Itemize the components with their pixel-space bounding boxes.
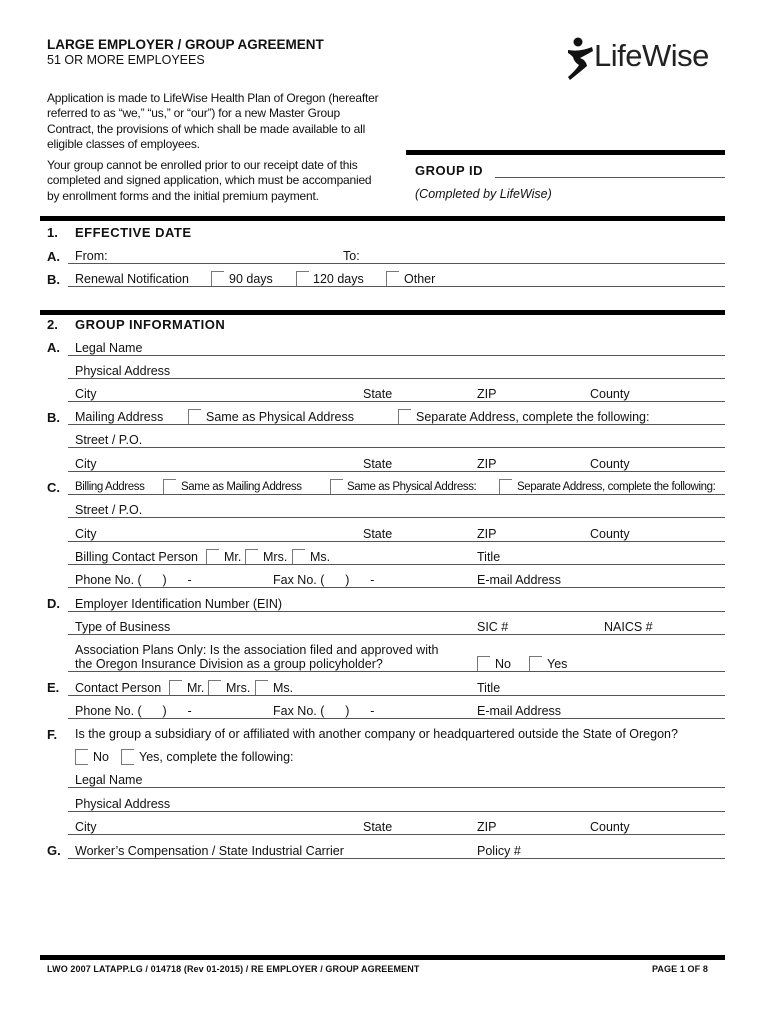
billing-separate-label: Separate Address, complete the following: xyxy=(517,481,716,493)
group-id-label: GROUP ID xyxy=(415,163,484,178)
legal-name-label: Legal Name xyxy=(75,341,143,355)
billing-street-label: Street / P.O. xyxy=(75,503,143,517)
billing-zip-label: ZIP xyxy=(477,527,497,541)
subsidiary-yes-label: Yes, complete the following: xyxy=(139,750,294,764)
billing-fax-label: Fax No. ( ) - xyxy=(273,573,375,587)
contact-title-label: Title xyxy=(477,681,501,695)
renewal-120-checkbox[interactable] xyxy=(296,271,309,287)
section1-bar xyxy=(40,216,725,221)
billing-address-label: Billing Address xyxy=(75,481,145,493)
subsidiary-yes-checkbox[interactable] xyxy=(121,749,134,765)
section2-d-letter: D. xyxy=(47,596,60,611)
section1-number: 1. xyxy=(47,225,58,240)
state-label: State xyxy=(363,387,393,401)
billing-email-label: E-mail Address xyxy=(477,573,562,587)
notice-paragraph: Your group cannot be enrolled prior to our receipt date of this completed and signed application, which must be accompanied by enrollment forms and the initial premium payment. xyxy=(47,158,372,203)
section2-title: GROUP INFORMATION xyxy=(75,317,226,332)
business-type-label: Type of Business xyxy=(75,620,171,634)
policy-label: Policy # xyxy=(477,844,521,858)
renewal-other-label: Other xyxy=(404,272,436,286)
billing-same-mailing-label: Same as Mailing Address xyxy=(181,481,302,493)
affiliate-legal-name-label: Legal Name xyxy=(75,773,143,787)
contact-email-label: E-mail Address xyxy=(477,704,562,718)
physical-city-field[interactable] xyxy=(68,401,725,402)
footer-form-id: LWO 2007 LATAPP.LG / 014718 (Rev 01-2015) / RE EMPLOYER / GROUP AGREEMENT xyxy=(47,964,420,974)
sic-label: SIC # xyxy=(477,620,509,634)
section2-e-letter: E. xyxy=(47,680,60,695)
billing-county-label: County xyxy=(590,527,630,541)
section1-b-letter: B. xyxy=(47,272,60,287)
renewal-90-label: 90 days xyxy=(229,272,273,286)
renewal-label: Renewal Notification xyxy=(75,272,189,286)
mailing-separate-checkbox[interactable] xyxy=(398,409,411,425)
billing-separate-checkbox[interactable] xyxy=(499,479,512,495)
logo-text: LifeWise xyxy=(594,38,709,73)
effective-date-field[interactable] xyxy=(68,263,725,264)
intro-paragraph: Application is made to LifeWise Health Plan of Oregon (hereafter referred to as “we,” “us,” or “our”) for a new Master Group Contract, the provisions of which shall be made available to all eligible classes of employees. xyxy=(47,91,379,151)
group-id-field[interactable] xyxy=(495,177,725,178)
workers-comp-field[interactable] xyxy=(68,858,725,859)
affiliate-city-field[interactable] xyxy=(68,834,725,835)
contact-phone-field[interactable] xyxy=(68,718,725,719)
lifewise-logo xyxy=(566,36,731,82)
association-no-checkbox[interactable] xyxy=(477,656,490,672)
mailing-city-label: City xyxy=(75,457,97,471)
county-label: County xyxy=(590,387,630,401)
group-id-bar xyxy=(406,150,725,155)
group-id-note: (Completed by LifeWise) xyxy=(415,187,552,201)
billing-contact-field[interactable] xyxy=(68,564,725,565)
section2-number: 2. xyxy=(47,317,58,332)
association-question-line2: the Oregon Insurance Division as a group policyholder? xyxy=(75,657,383,671)
physical-address-field[interactable] xyxy=(68,378,725,379)
mailing-same-checkbox[interactable] xyxy=(188,409,201,425)
form-subtitle: 51 OR MORE EMPLOYEES xyxy=(47,53,205,67)
footer-bar xyxy=(40,955,725,960)
mailing-street-field[interactable] xyxy=(68,447,725,448)
billing-same-physical-checkbox[interactable] xyxy=(330,479,343,495)
affiliate-address-field[interactable] xyxy=(68,811,725,812)
renewal-120-label: 120 days xyxy=(313,272,364,286)
section2-f-letter: F. xyxy=(47,727,58,742)
physical-address-label: Physical Address xyxy=(75,364,171,378)
mailing-city-field[interactable] xyxy=(68,471,725,472)
subsidiary-no-checkbox[interactable] xyxy=(75,749,88,765)
billing-line xyxy=(68,494,725,495)
affiliate-city-label: City xyxy=(75,820,97,834)
section1-title: EFFECTIVE DATE xyxy=(75,225,192,240)
affiliate-state-label: State xyxy=(363,820,393,834)
contact-person-field[interactable] xyxy=(68,695,725,696)
mailing-street-label: Street / P.O. xyxy=(75,433,143,447)
affiliate-legal-name-field[interactable] xyxy=(68,787,725,788)
ein-field[interactable] xyxy=(68,611,725,612)
mailing-county-label: County xyxy=(590,457,630,471)
mailing-state-label: State xyxy=(363,457,393,471)
association-yes-checkbox[interactable] xyxy=(529,656,542,672)
billing-phone-field[interactable] xyxy=(68,587,725,588)
billing-state-label: State xyxy=(363,527,393,541)
section2-c-letter: C. xyxy=(47,480,60,495)
mailing-separate-label: Separate Address, complete the following: xyxy=(416,410,650,424)
section2-bar xyxy=(40,310,725,315)
billing-same-mailing-checkbox[interactable] xyxy=(163,479,176,495)
renewal-other-checkbox[interactable] xyxy=(386,271,399,287)
billing-mrs-label: Mrs. xyxy=(263,550,288,564)
billing-city-label: City xyxy=(75,527,97,541)
naics-label: NAICS # xyxy=(604,620,653,634)
contact-phone-label: Phone No. ( ) - xyxy=(75,704,192,718)
association-line xyxy=(68,671,725,672)
billing-title-label: Title xyxy=(477,550,501,564)
association-question-line1: Association Plans Only: Is the association filed and approved with xyxy=(75,643,439,657)
subsidiary-no-label: No xyxy=(93,750,109,764)
billing-contact-label: Billing Contact Person xyxy=(75,550,198,564)
contact-mrs-checkbox[interactable] xyxy=(208,680,221,696)
contact-ms-label: Ms. xyxy=(273,681,294,695)
renewal-90-checkbox[interactable] xyxy=(211,271,224,287)
workers-comp-label: Worker’s Compensation / State Industrial Carrier xyxy=(75,844,344,858)
contact-mrs-label: Mrs. xyxy=(226,681,251,695)
footer-page-number: PAGE 1 OF 8 xyxy=(652,964,708,974)
association-no-label: No xyxy=(495,657,511,671)
section1-a-letter: A. xyxy=(47,249,60,264)
contact-fax-label: Fax No. ( ) - xyxy=(273,704,375,718)
billing-ms-checkbox[interactable] xyxy=(292,549,305,565)
mailing-zip-label: ZIP xyxy=(477,457,497,471)
section2-b-letter: B. xyxy=(47,410,60,425)
lifewise-figure-icon xyxy=(566,36,596,82)
section2-a-letter: A. xyxy=(47,340,60,355)
mailing-line xyxy=(68,424,725,425)
billing-mr-checkbox[interactable] xyxy=(206,549,219,565)
contact-person-label: Contact Person xyxy=(75,681,162,695)
billing-mr-label: Mr. xyxy=(224,550,242,564)
subsidiary-question: Is the group a subsidiary of or affiliated with another company or headquartered outside the State of Oregon? xyxy=(75,727,678,741)
business-type-field[interactable] xyxy=(68,634,725,635)
affiliate-address-label: Physical Address xyxy=(75,797,171,811)
to-label: To: xyxy=(343,249,360,263)
billing-city-field[interactable] xyxy=(68,541,725,542)
legal-name-field[interactable] xyxy=(68,355,725,356)
mailing-same-label: Same as Physical Address xyxy=(206,410,354,424)
zip-label: ZIP xyxy=(477,387,497,401)
contact-mr-label: Mr. xyxy=(187,681,205,695)
billing-phone-label: Phone No. ( ) - xyxy=(75,573,192,587)
from-label: From: xyxy=(75,249,108,263)
affiliate-county-label: County xyxy=(590,820,630,834)
contact-mr-checkbox[interactable] xyxy=(169,680,182,696)
contact-ms-checkbox[interactable] xyxy=(255,680,268,696)
billing-street-field[interactable] xyxy=(68,517,725,518)
renewal-line xyxy=(68,286,725,287)
section2-g-letter: G. xyxy=(47,843,61,858)
association-yes-label: Yes xyxy=(547,657,568,671)
billing-ms-label: Ms. xyxy=(310,550,331,564)
billing-mrs-checkbox[interactable] xyxy=(245,549,258,565)
billing-same-physical-label: Same as Physical Address: xyxy=(347,481,477,493)
form-title: LARGE EMPLOYER / GROUP AGREEMENT xyxy=(47,37,324,52)
affiliate-zip-label: ZIP xyxy=(477,820,497,834)
city-label: City xyxy=(75,387,97,401)
mailing-address-label: Mailing Address xyxy=(75,410,164,424)
ein-label: Employer Identification Number (EIN) xyxy=(75,597,283,611)
